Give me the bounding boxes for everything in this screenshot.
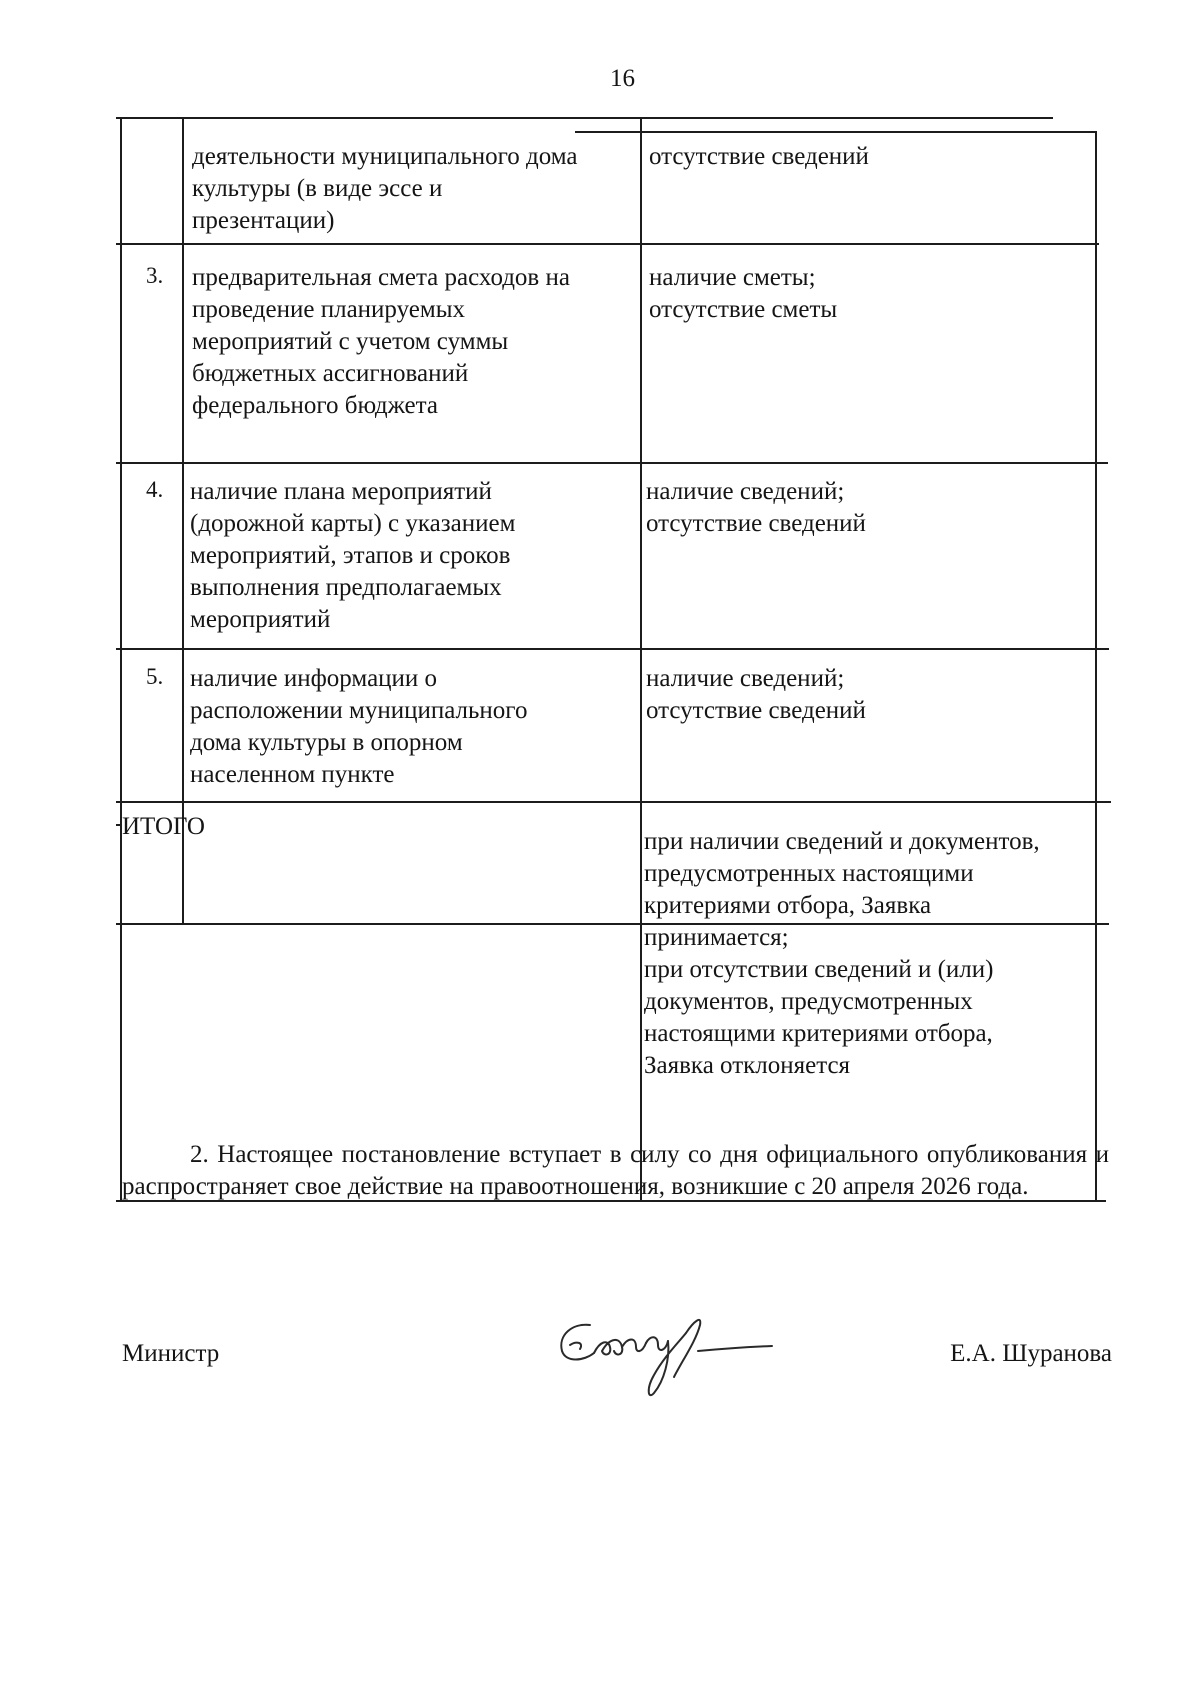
criterion-cell: наличие плана мероприятий (дорожной карты) с указанием мероприятий, этапов и сроков выполнения предполагаемых мероприятий	[190, 478, 516, 633]
signer-name: Е.А. Шуранова	[950, 1340, 1112, 1367]
criterion-cell: предварительная смета расходов на проведение планируемых мероприятий с учетом суммы бюджетных ассигнований федерального бюджета	[192, 264, 570, 419]
table-row-divider	[116, 462, 1108, 464]
total-label: ИТОГО	[122, 813, 205, 840]
row-number: 4.	[146, 477, 164, 502]
criterion-cell: наличие информации о расположении муниципального дома культуры в опорном населенном пункте	[190, 665, 528, 788]
criterion-cell: деятельности муниципального дома культуры (в виде эссе и презентации)	[192, 143, 578, 234]
assessment-cell: наличие сведений; отсутствие сведений	[646, 665, 866, 724]
row-number: 3.	[146, 263, 164, 288]
total-assessment: при наличии сведений и документов, предусмотренных настоящими критериями отбора, Заявка принимается; при отсутствии сведений и (или) документов, предусмотренных настоящими критериями отбора, Заявка отклоняется	[644, 828, 1040, 1079]
table-row-divider	[116, 243, 1099, 245]
table-left-border	[120, 117, 122, 1200]
signature-block	[122, 1305, 1112, 1405]
assessment-cell: отсутствие сведений	[649, 143, 869, 170]
assessment-cell: наличие сведений; отсутствие сведений	[646, 478, 866, 537]
table-row-divider	[116, 801, 1111, 803]
page-number: 16	[610, 65, 635, 92]
handwritten-signature	[550, 1305, 790, 1400]
table-row-divider	[116, 648, 1109, 650]
row-number: 5.	[146, 664, 164, 689]
assessment-cell: наличие сметы; отсутствие сметы	[649, 264, 838, 323]
clause-paragraph: 2. Настоящее постановление вступает в силу со дня официального опубликования и распространяет свое действие на правоотношения, возникшие с 20 апреля 2026 года.	[122, 1141, 1109, 1200]
column-divider-number	[182, 117, 184, 923]
signer-position: Министр	[122, 1340, 220, 1367]
table-top-border	[116, 117, 1053, 119]
table-row-divider	[575, 131, 1095, 133]
